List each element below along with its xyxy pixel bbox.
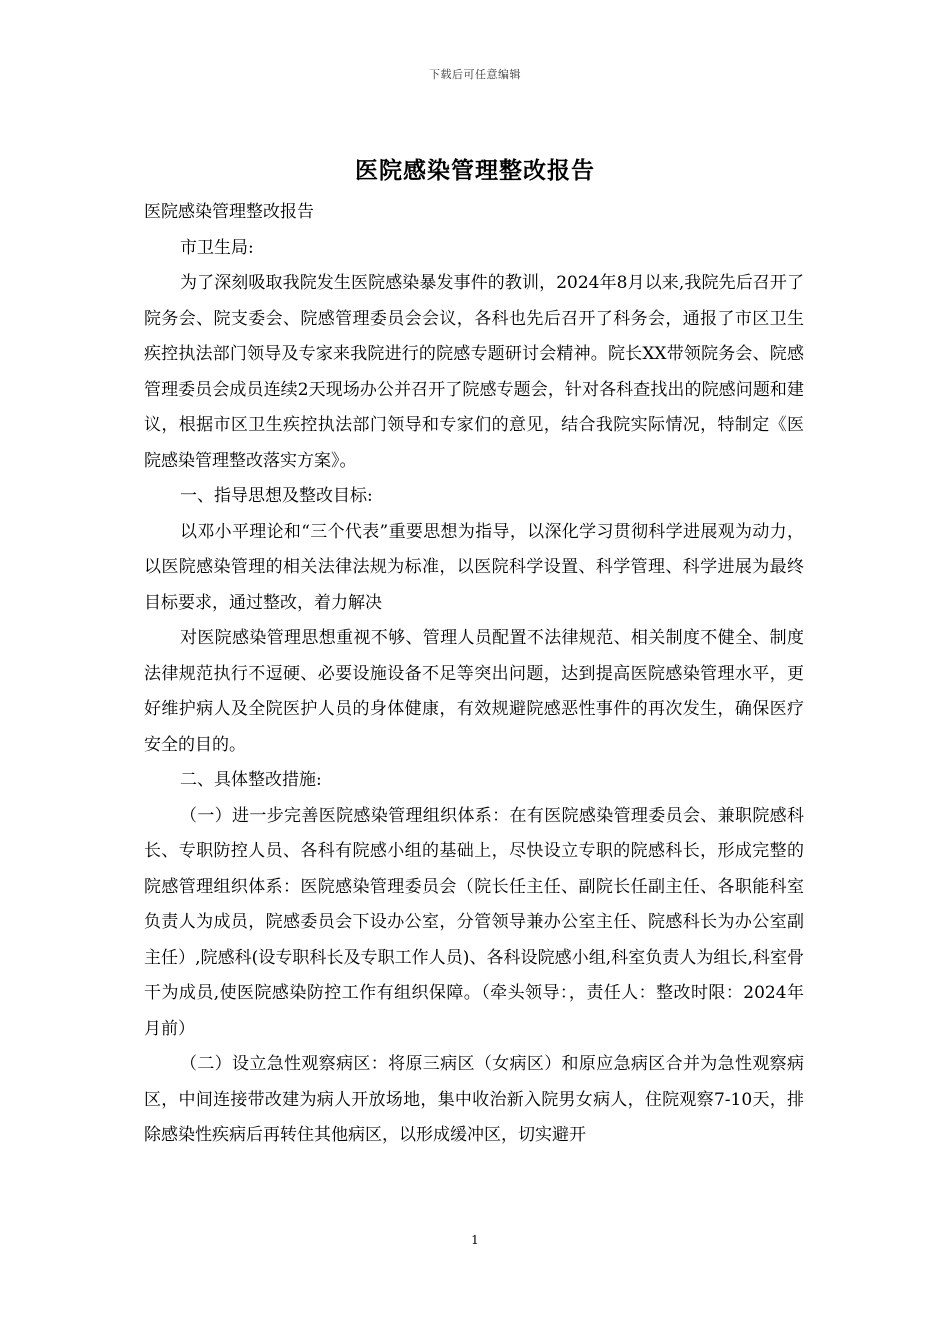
section-heading: 二、具体整改措施:	[180, 770, 322, 790]
paragraph: （一）进一步完善医院感染管理组织体系：在有医院感染管理委员会、兼职院感科长、专职防控人员、各科有院感小组的基础上，尽快设立专职的院感科长，形成完整的院感管理组织体系：医院感染管理委员会（院长任主任、副院长任副主任、各职能科室负责人为成员，院感委员会下设办公室，分管领导兼办公室主任、院感科长为办公室副主任）,院感科(设专职科长及专职工作人员)、各科设院感小组,科室负责人为组长,科室骨干为成员,使医院感染防控工作有组织保障。（牵头领导：，责任人：整改时限：2024年月前）	[144, 805, 804, 1039]
section-heading: 一、指导思想及整改目标:	[180, 486, 373, 506]
salutation: 市卫生局:	[180, 237, 254, 258]
paragraph: （二）设立急性观察病区：将原三病区（女病区）和原应急病区合并为急性观察病区，中间连接带改建为病人开放场地，集中收治新入院男女病人，住院观察7-10天，排除感染性疾病后再转住其他病区，以形成缓冲区，切实避开	[144, 1054, 804, 1145]
paragraph: 对医院感染管理思想重视不够、管理人员配置不法律规范、相关制度不健全、制度法律规范执行不逗硬、必要设施设备不足等突出问题，达到提高医院感染管理水平，更好维护病人及全院医护人员的身体健康，有效规避院感恶性事件的再次发生，确保医疗安全的目的。	[144, 628, 804, 755]
paragraph: 以邓小平理论和“三个代表”重要思想为指导，以深化学习贯彻科学进展观为动力，以医院感染管理的相关法律法规为标准，以医院科学设置、科学管理、科学进展为最终目标要求，通过整改，着力解决	[144, 521, 804, 613]
document-body	[144, 195, 804, 1154]
paragraph: 为了深刻吸取我院发生医院感染暴发事件的教训，2024年8月以来,我院先后召开了院务会、院支委会、院感管理委员会会议，各科也先后召开了科务会，通报了市区卫生疾控执法部门领导及专家来我院进行的院感专题研讨会精神。院长XX带领院务会、院感管理委员会成员连续2天现场办公并召开了院感专题会，针对各科查找出的院感问题和建议，根据市区卫生疾控执法部门领导和专家们的意见，结合我院实际情况，特制定《医院感染管理整改落实方案》。	[144, 273, 804, 471]
header-note: 下载后可任意编辑	[429, 68, 521, 81]
page-number: 1	[471, 1233, 479, 1247]
document-title: 医院感染管理整改报告	[355, 157, 595, 184]
document-subtitle: 医院感染管理整改报告	[144, 202, 314, 222]
